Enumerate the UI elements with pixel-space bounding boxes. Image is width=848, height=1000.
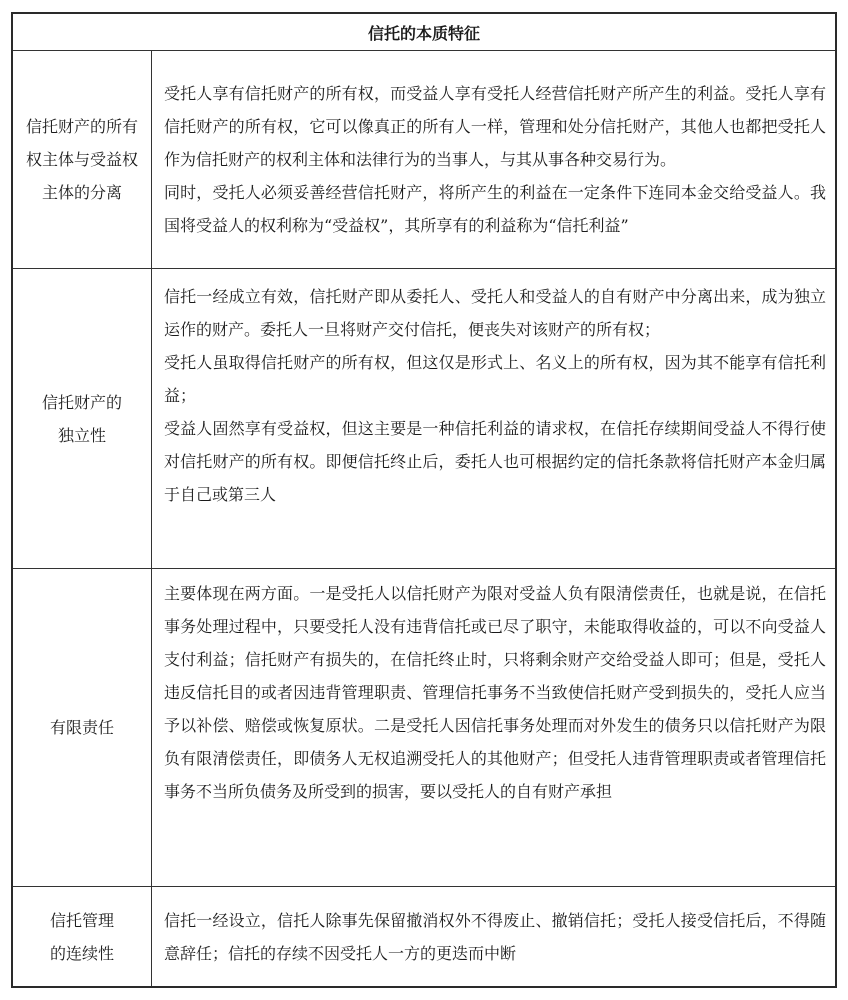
content-paragraph: 信托一经设立，信托人除事先保留撤消权外不得废止、撤销信托；受托人接受信托后，不得随意辞任；信托的存续不因受托人一方的更迭而中断 [164, 910, 826, 963]
table-row [13, 887, 835, 986]
row-label-line: 信托管理 [49, 910, 114, 930]
row-content [152, 887, 835, 986]
row-label-line: 有限责任 [49, 718, 114, 737]
content-paragraph: 信托一经成立有效，信托财产即从委托人、受托人和受益人的自有财产中分离出来，成为独立运作的财产。委托人一旦将财产交付信托，便丧失对该财产的所有权； [164, 287, 826, 339]
trust-characteristics-table [11, 12, 837, 988]
row-content [152, 269, 835, 568]
row-content [152, 51, 835, 268]
content-paragraph: 主要体现在两方面。一是受托人以信托财产为限对受益人负有限清偿责任，也就是说，在信托事务处理过程中，只要受托人没有违背信托或已尽了职守，未能取得收益的，可以不向受益人支付利益；信托财产有损失的，在信托终止时，只将剩余财产交给受益人即可；但是，受托人违反信托目的或者因违背管理职责、管理信托事务不当致使信托财产受到损失的，受托人应当予以补偿、赔偿或恢复原状。二是受托人因信托事务处理而对外发生的债务只以信托财产为限负有限清偿责任，即债务人无权追溯受托人的其他财产；但受托人违背管理职责或者管理信托事务不当所负债务及所受到的损害，要以受托人的自有财产承担 [164, 584, 826, 801]
row-label [13, 269, 152, 568]
content-paragraph: 受托人虽取得信托财产的所有权，但这仅是形式上、名义上的所有权，因为其不能享有信托利益； [164, 353, 826, 405]
row-label-line: 独立性 [57, 425, 106, 445]
row-label-line: 信托财产的 [41, 392, 122, 412]
table-title: 信托的本质特征 [13, 14, 835, 51]
content-paragraph: 受托人享有信托财产的所有权，而受益人享有受托人经营信托财产所产生的利益。受托人享有信托财产的所有权，它可以像真正的所有人一样，管理和处分信托财产，其他人也都把受托人作为信托财产的权利主体和法律行为的当事人，与其从事各种交易行为。 [164, 84, 826, 169]
content-paragraph: 受益人固然享有受益权，但这主要是一种信托利益的请求权，在信托存续期间受益人不得行使对信托财产的所有权。即便信托终止后，委托人也可根据约定的信托条款将信托财产本金归属于自己或第三人 [164, 419, 826, 504]
row-label-line: 权主体与受益权 [25, 150, 138, 169]
content-paragraph: 同时，受托人必须妥善经营信托财产，将所产生的利益在一定条件下连同本金交给受益人。我国将受益人的权利称为“受益权”，其所享有的利益称为“信托利益” [164, 183, 826, 235]
row-label-line: 信托财产的所有 [25, 117, 138, 136]
row-label [13, 51, 152, 268]
table-row [13, 269, 835, 569]
row-label [13, 887, 152, 986]
table-row [13, 569, 835, 887]
table-row [13, 51, 835, 269]
row-label [13, 569, 152, 886]
row-content [152, 569, 835, 886]
row-label-line: 的连续性 [49, 943, 114, 963]
row-label-line: 主体的分离 [41, 183, 122, 202]
